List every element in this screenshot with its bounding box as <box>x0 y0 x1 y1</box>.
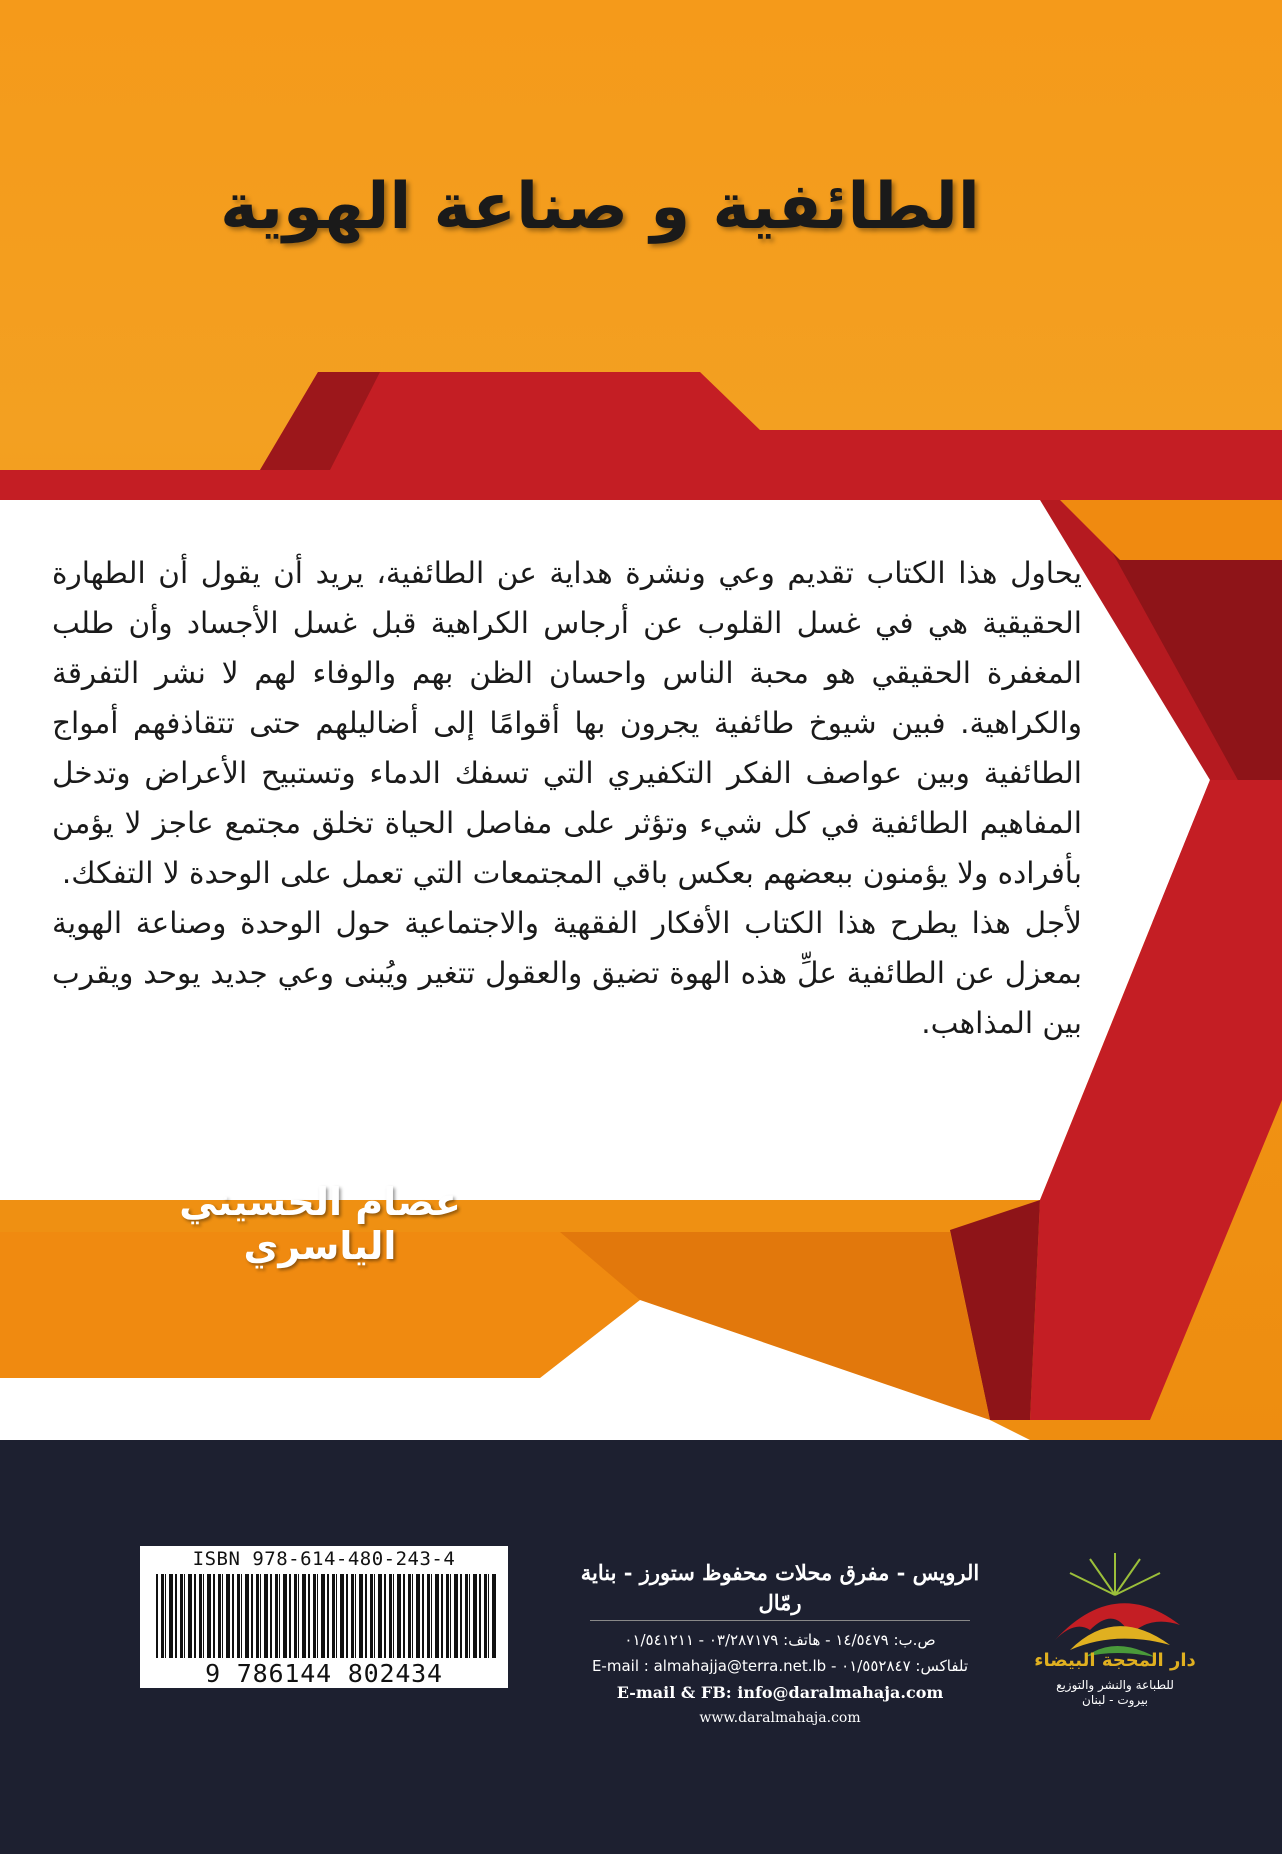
publisher-email-fb: E-mail & FB: info@daralmahaja.com <box>616 1683 944 1702</box>
publisher-po-phone: ص.ب: ١٤/٥٤٧٩ - هاتف: ٠٣/٢٨٧١٧٩ - ٠١/٥٤١٢١١ <box>624 1631 936 1649</box>
author-name: عصام الحسيني الياسري <box>179 1180 461 1268</box>
barcode-bars <box>156 1574 496 1658</box>
publisher-name: دار المحجة البيضاء <box>1034 1650 1196 1671</box>
blurb-paragraph-1: يحاول هذا الكتاب تقديم وعي ونشرة هداية عن الطائفية، يريد أن يقول أن الطهارة الحقيقية هي في غسل القلوب عن أرجاس الكراهية قبل غسل الأجساد وأن طلب المغفرة الحقيقي هو محبة الناس واحسان الظن بهم والوفاء لهم لا نشر التفرقة والكراهية. فبين شيوخ طائفية يجرون بها أقوامًا إلى أضاليلهم حتى تتقاذفهم أمواج الطائفية وبين عواصف الفكر التكفيري التي تسفك الدماء وتستبيح الأعراض وتدخل المفاهيم الطائفية في كل شيء وتؤثر على مفاصل الحياة تخلق مجتمع عاجز لا يؤمن بأفراده ولا يؤمنون ببعضهم بعكس باقي المجتمعات التي تعمل على الوحدة لا التفكك. <box>52 556 1082 890</box>
divider <box>590 1620 970 1621</box>
blurb-paragraph-2: لأجل هذا يطرح هذا الكتاب الأفكار الفقهية والاجتماعية حول الوحدة وصناعة الهوية بمعزل عن الطائفية علِّ هذه الهوة تضيق والعقول تتغير ويُبنى وعي جديد يوحد ويقرب بين المذاهب. <box>52 906 1082 1040</box>
publisher-website: www.daralmahaja.com <box>699 1710 861 1726</box>
ean-digits: 9 786144 802434 <box>205 1659 443 1688</box>
publisher-address: الرويس - مفرق محلات محفوظ ستورز - بناية رمّال <box>580 1560 980 1615</box>
isbn-label: ISBN 978-614-480-243-4 <box>192 1548 456 1570</box>
isbn-barcode <box>140 1546 508 1688</box>
publisher-contact <box>560 1558 1000 1729</box>
publisher-fax-email: تلفاكس: ٠١/٥٥٢٨٤٧ - E-mail : almahajja@terra.net.lb <box>591 1657 969 1675</box>
publisher-city: بيروت - لبنان <box>1082 1693 1148 1707</box>
book-title: الطائفية و صناعة الهوية <box>220 170 980 244</box>
blurb-text <box>52 548 1082 1048</box>
publisher-tagline-text: للطباعة والنشر والتوزيع <box>1056 1678 1174 1692</box>
publisher-tagline <box>1030 1678 1200 1708</box>
